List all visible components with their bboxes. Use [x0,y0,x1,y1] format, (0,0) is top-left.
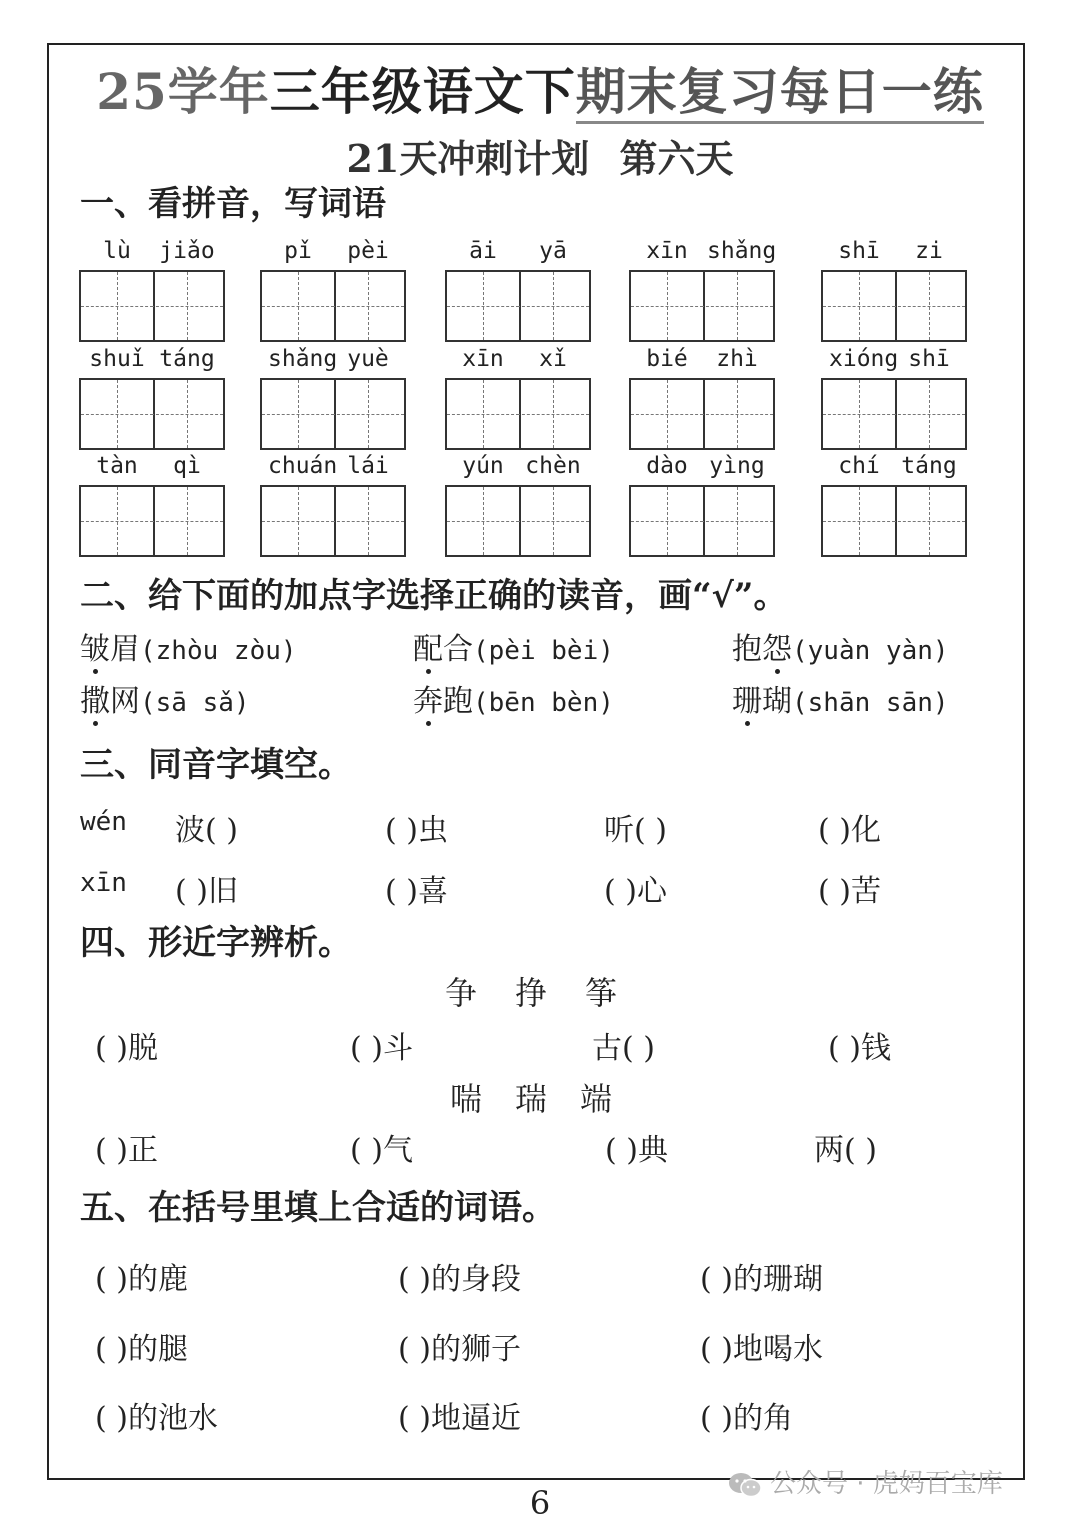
fill-blank-item: ( )虫 [385,813,448,848]
cell-guide-horizontal [823,521,895,522]
tianzige-cell [823,272,897,340]
fill-blank-item: ( )地喝水 [700,1332,823,1367]
fill-blank-item: 听( ) [604,813,667,848]
cell-guide-horizontal [517,521,589,522]
title-year: 25学年 [96,62,270,121]
tianzige-cell [81,380,155,448]
tianzige-box [79,378,225,450]
pinyin-syllable: pǐ [284,238,312,264]
cell-guide-horizontal [81,414,153,415]
section1-heading: 一、看拼音，写词语 [80,184,386,224]
section3-heading: 三、同音字填空。 [80,745,352,785]
fill-blank-item: ( )的角 [700,1401,793,1436]
fill-blank-item: ( )的鹿 [95,1262,188,1297]
tianzige-cell [81,272,155,340]
cell-guide-horizontal [81,306,153,307]
tianzige-box [629,378,775,450]
word-char: 抱 [732,632,762,667]
pinyin-syllable: āi [469,238,497,264]
similar-char: 争 [445,974,478,1012]
pinyin-syllable: lái [347,453,389,479]
page-number: 6 [529,1484,551,1522]
pinyin-syllable: chèn [525,453,581,479]
tianzige-box [260,270,406,342]
fill-blank-item: ( )的珊瑚 [700,1262,823,1297]
tianzige-cell [447,272,521,340]
title-grade: 三年级语文下 [269,62,576,121]
section2-heading: 二、给下面的加点字选择正确的读音，画“√”。 [80,576,788,616]
pinyin-syllable: xīn [646,238,688,264]
word-char: 跑 [443,684,473,719]
pinyin-syllable: shǎng [268,346,338,372]
tianzige-cell [893,380,965,448]
fill-blank-item: ( )苦 [818,874,881,909]
homophone-pinyin: wén [80,807,127,837]
tianzige-box [260,378,406,450]
tianzige-cell [893,487,965,555]
tianzige-cell [517,380,589,448]
pinyin-options: (zhòu zòu) [140,636,297,666]
tianzige-cell [823,380,897,448]
tianzige-cell [701,487,773,555]
fill-blank-item: 两( ) [814,1133,877,1168]
pinyin-syllable: qì [173,453,201,479]
page-title [0,52,1080,124]
tianzige-cell [262,272,336,340]
fill-blank-item: ( )气 [350,1133,413,1168]
tianzige-cell [332,380,404,448]
word-char: 配 [413,632,443,667]
cell-guide-horizontal [893,521,965,522]
cell-guide-horizontal [151,306,223,307]
similar-char: 端 [580,1080,613,1118]
word-char: 网 [110,684,140,719]
cell-guide-horizontal [631,306,703,307]
fill-blank-item: 波( ) [175,813,238,848]
cell-guide-horizontal [517,306,589,307]
cell-guide-horizontal [631,521,703,522]
cell-guide-horizontal [332,414,404,415]
pinyin-syllable: pèi [347,238,389,264]
fill-blank-item: ( )正 [95,1133,158,1168]
section5-heading: 五、在括号里填上合适的词语。 [80,1188,556,1228]
pinyin-syllable: shuǐ [89,346,145,372]
word-char: 瑚 [762,684,792,719]
title-practice: 期末复习每日一练 [576,62,984,124]
cell-guide-horizontal [262,414,334,415]
cell-guide-horizontal [823,306,895,307]
tianzige-box [79,270,225,342]
tianzige-box [260,485,406,557]
fill-blank-item: ( )喜 [385,874,448,909]
pinyin-options: (shān sān) [792,688,949,718]
tianzige-box [629,485,775,557]
cell-guide-horizontal [151,414,223,415]
subtitle-day: 第六天 [619,136,734,181]
subtitle-plan: 21天冲刺计划 [346,136,590,181]
pinyin-syllable: bié [646,346,688,372]
tianzige-cell [447,487,521,555]
fill-blank-item: ( )典 [605,1133,668,1168]
pinyin-syllable: xióng [829,346,899,372]
cell-guide-horizontal [262,521,334,522]
tianzige-cell [81,487,155,555]
pinyin-options: (bēn bèn) [473,688,614,718]
pinyin-syllable: lù [103,238,131,264]
word-char: 皱 [80,632,110,667]
tianzige-box [79,485,225,557]
section4-heading: 四、形近字辨析。 [80,923,352,963]
pinyin-syllable: yuè [347,346,389,372]
fill-blank-item: ( )的池水 [95,1401,218,1436]
pinyin-options: (sā sǎ) [140,688,250,718]
tianzige-box [821,270,967,342]
tianzige-cell [701,272,773,340]
fill-blank-item: ( )钱 [828,1031,891,1066]
tianzige-box [821,485,967,557]
cell-guide-horizontal [262,306,334,307]
pinyin-syllable: zi [915,238,943,264]
cell-guide-horizontal [893,414,965,415]
tianzige-cell [262,487,336,555]
pronunciation-item [80,624,297,668]
pinyin-syllable: xīn [462,346,504,372]
pinyin-syllable: zhì [716,346,758,372]
fill-blank-item: 古( ) [592,1031,655,1066]
fill-blank-item: ( )的腿 [95,1332,188,1367]
fill-blank-item: ( )心 [604,874,667,909]
tianzige-cell [332,272,404,340]
pinyin-syllable: shǎng [707,238,777,264]
homophone-pinyin: xīn [80,868,127,898]
cell-guide-horizontal [893,306,965,307]
pinyin-syllable: yún [462,453,504,479]
cell-guide-horizontal [701,414,773,415]
watermark-text: 公众号 · 虎妈百宝库 [770,1469,1003,1499]
pinyin-syllable: jiǎo [159,238,215,264]
word-char: 怨 [762,632,792,667]
pinyin-syllable: yā [539,238,567,264]
cell-guide-horizontal [447,414,519,415]
tianzige-cell [151,487,223,555]
pinyin-syllable: táng [159,346,215,372]
tianzige-box [445,485,591,557]
pronunciation-item [80,676,250,720]
pinyin-syllable: shī [838,238,880,264]
similar-char: 筝 [585,974,618,1012]
tianzige-cell [517,487,589,555]
cell-guide-horizontal [701,306,773,307]
cell-guide-horizontal [517,414,589,415]
cell-guide-horizontal [332,306,404,307]
word-char: 奔 [413,684,443,719]
tianzige-box [629,270,775,342]
pronunciation-item [732,676,949,720]
tianzige-cell [517,272,589,340]
cell-guide-horizontal [151,521,223,522]
fill-blank-item: ( )脱 [95,1031,158,1066]
cell-guide-horizontal [332,521,404,522]
tianzige-cell [631,380,705,448]
cell-guide-horizontal [823,414,895,415]
subtitle [0,128,1080,183]
fill-blank-item: ( )地逼近 [398,1401,521,1436]
tianzige-cell [823,487,897,555]
word-char: 撒 [80,684,110,719]
pinyin-syllable: tàn [96,453,138,479]
tianzige-box [821,378,967,450]
tianzige-cell [151,272,223,340]
cell-guide-horizontal [631,414,703,415]
pinyin-options: (yuàn yàn) [792,636,949,666]
similar-char: 挣 [515,974,548,1012]
cell-guide-horizontal [701,521,773,522]
tianzige-cell [631,272,705,340]
tianzige-cell [262,380,336,448]
fill-blank-item: ( )斗 [350,1031,413,1066]
tianzige-cell [151,380,223,448]
tianzige-cell [631,487,705,555]
word-char: 合 [443,632,473,667]
tianzige-box [445,378,591,450]
word-char: 眉 [110,632,140,667]
pinyin-syllable: dào [646,453,688,479]
tianzige-cell [701,380,773,448]
fill-blank-item: ( )化 [818,813,881,848]
pinyin-options: (pèi bèi) [473,636,614,666]
pinyin-syllable: táng [901,453,957,479]
fill-blank-item: ( )的狮子 [398,1332,521,1367]
tianzige-cell [893,272,965,340]
pronunciation-item [413,624,614,668]
word-char: 珊 [732,684,762,719]
similar-char: 喘 [450,1080,483,1118]
pinyin-syllable: chí [838,453,880,479]
pinyin-syllable: xǐ [539,346,567,372]
tianzige-cell [447,380,521,448]
fill-blank-item: ( )旧 [175,874,238,909]
cell-guide-horizontal [81,521,153,522]
fill-blank-item: ( )的身段 [398,1262,521,1297]
cell-guide-horizontal [447,306,519,307]
pinyin-syllable: yìng [709,453,765,479]
pinyin-syllable: chuán [268,453,338,479]
tianzige-cell [332,487,404,555]
pronunciation-item [732,624,949,668]
pinyin-syllable: shī [908,346,950,372]
cell-guide-horizontal [447,521,519,522]
pronunciation-item [413,676,614,720]
tianzige-box [445,270,591,342]
similar-char: 瑞 [515,1080,548,1118]
